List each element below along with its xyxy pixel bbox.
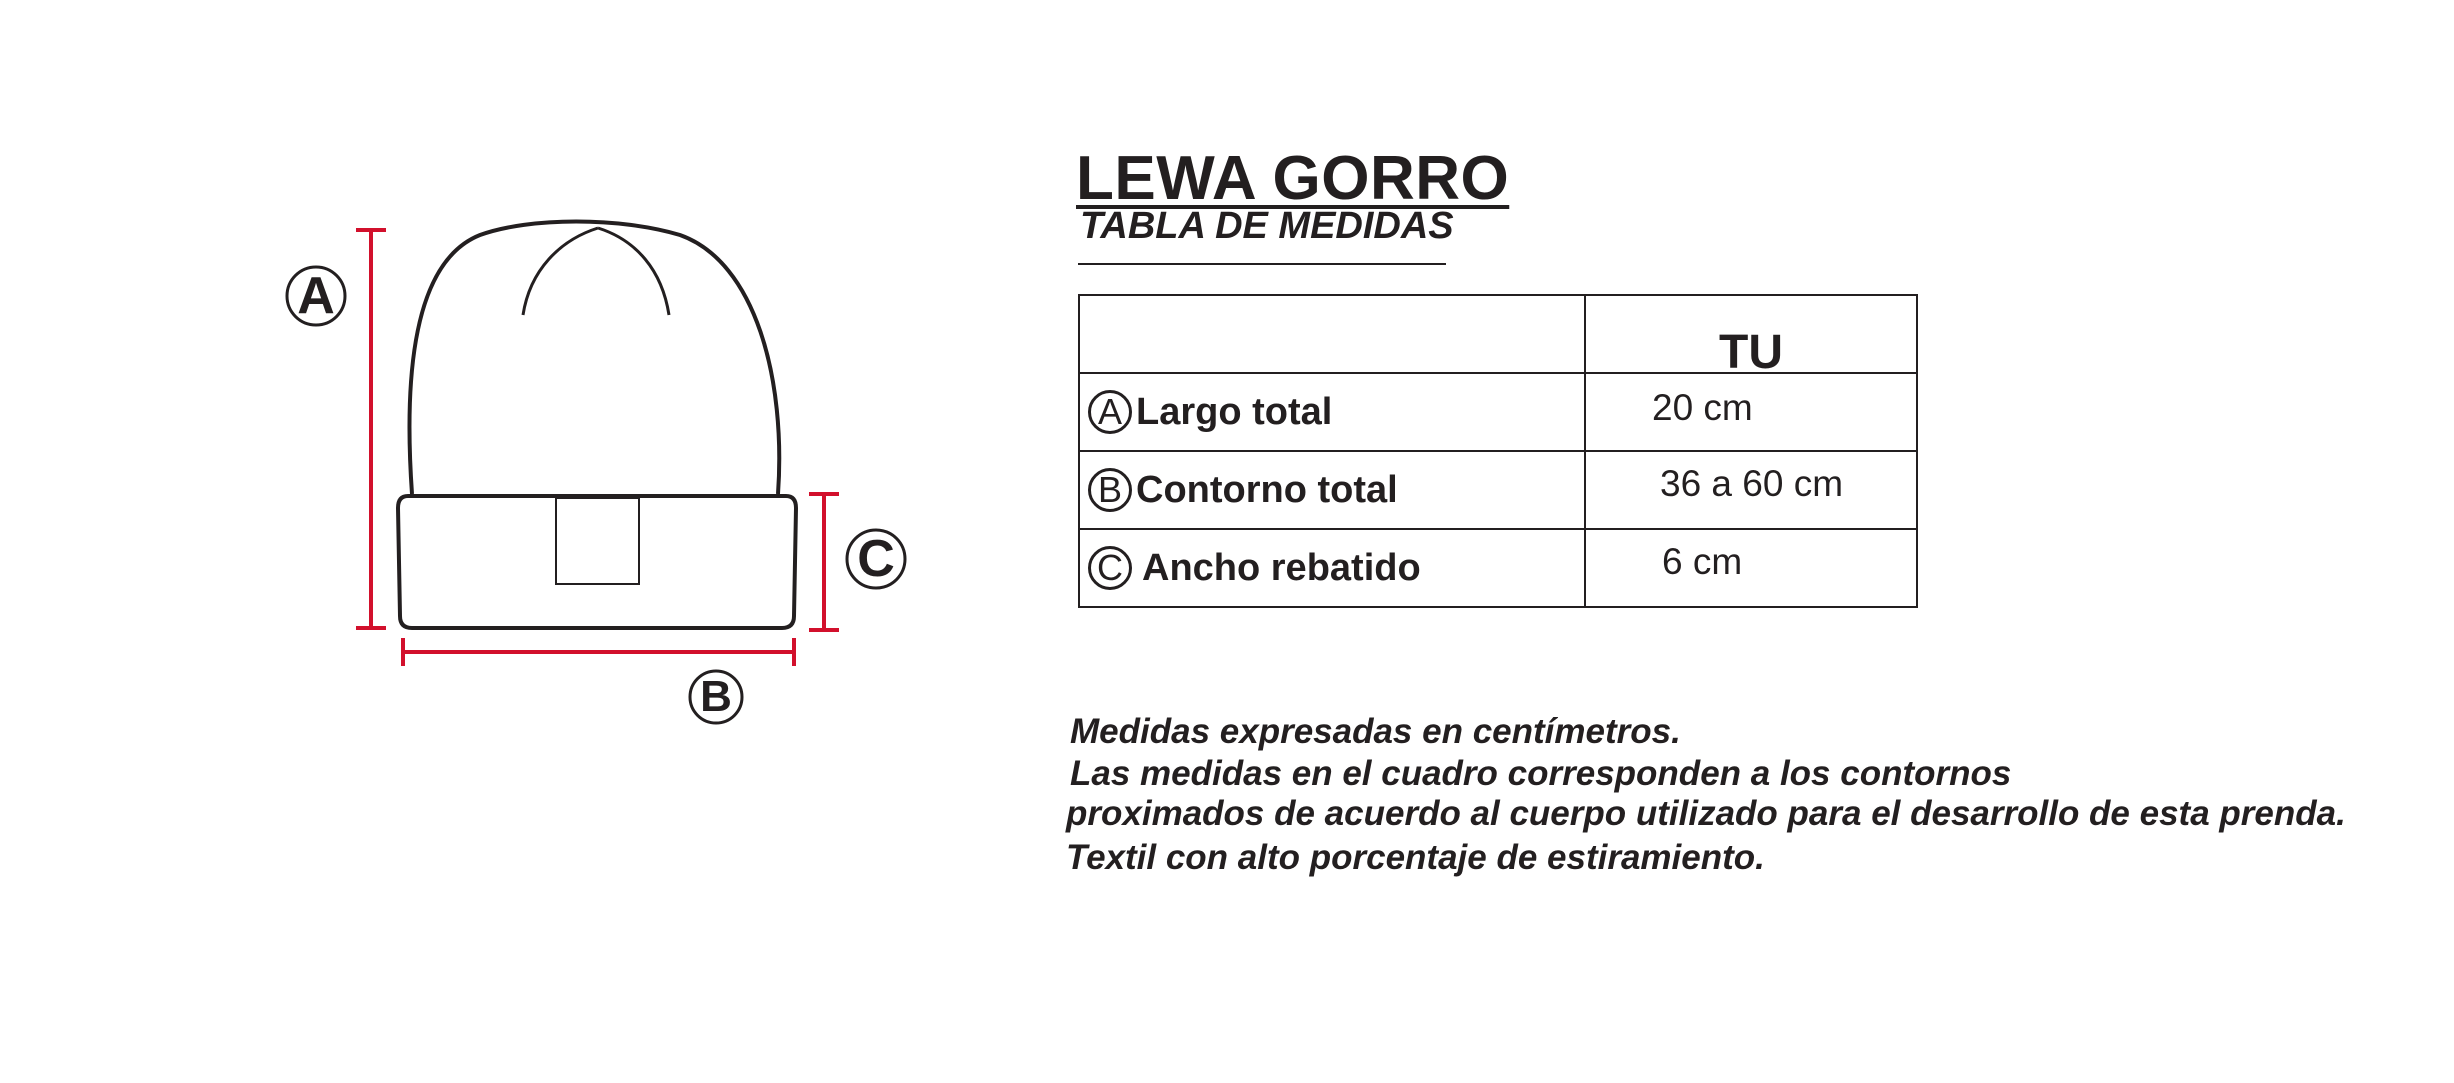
table-row <box>1079 373 1917 451</box>
row-key-c: C <box>1088 546 1132 590</box>
size-table-header-size <box>1585 295 1917 379</box>
dimension-a-line <box>356 230 386 628</box>
dimension-b-line <box>403 638 794 666</box>
row-key-a: A <box>1088 390 1132 434</box>
beanie-seam-left <box>523 228 598 315</box>
row-label-b <box>1080 468 1584 512</box>
row-label-text: Largo total <box>1136 390 1333 433</box>
size-table-header-empty <box>1079 295 1585 373</box>
beanie-cuff <box>398 496 796 628</box>
size-table-header-row <box>1079 295 1917 373</box>
size-table-subtitle: TABLA DE MEDIDAS <box>1080 205 1454 247</box>
row-label-c <box>1080 546 1584 590</box>
note-line: Textil con alto porcentaje de estiramiento. <box>1066 838 1765 877</box>
subtitle-divider <box>1078 263 1446 265</box>
size-table <box>1078 294 1918 608</box>
row-value-b: 36 a 60 cm <box>1660 462 1844 504</box>
row-label-a <box>1080 390 1584 434</box>
size-column-label: TU <box>1719 326 1783 379</box>
dimension-c-line <box>809 494 839 630</box>
row-key-b: B <box>1088 468 1132 512</box>
dimension-b-label: B <box>700 672 732 721</box>
row-label-text: Contorno total <box>1136 468 1398 511</box>
table-row <box>1079 451 1917 529</box>
row-value-c: 6 cm <box>1662 540 1743 582</box>
beanie-crown <box>409 222 779 495</box>
beanie-outline-svg <box>0 0 980 760</box>
dimension-a-label: A <box>297 267 335 325</box>
beanie-size-diagram <box>0 0 980 760</box>
beanie-seam-right <box>598 228 669 315</box>
row-label-text: Ancho rebatido <box>1142 546 1421 589</box>
beanie-label-patch <box>556 498 639 584</box>
product-title: LEWA GORRO <box>1076 144 1510 213</box>
note-line: proximados de acuerdo al cuerpo utilizado para el desarrollo de esta prenda. <box>1066 794 2346 833</box>
dimension-c-label: C <box>857 530 895 588</box>
note-line: Las medidas en el cuadro corresponden a los contornos <box>1070 754 2012 793</box>
note-line: Medidas expresadas en centímetros. <box>1070 712 1681 751</box>
row-value-a: 20 cm <box>1652 386 1753 428</box>
size-notes <box>1066 710 2346 880</box>
table-row <box>1079 529 1917 607</box>
